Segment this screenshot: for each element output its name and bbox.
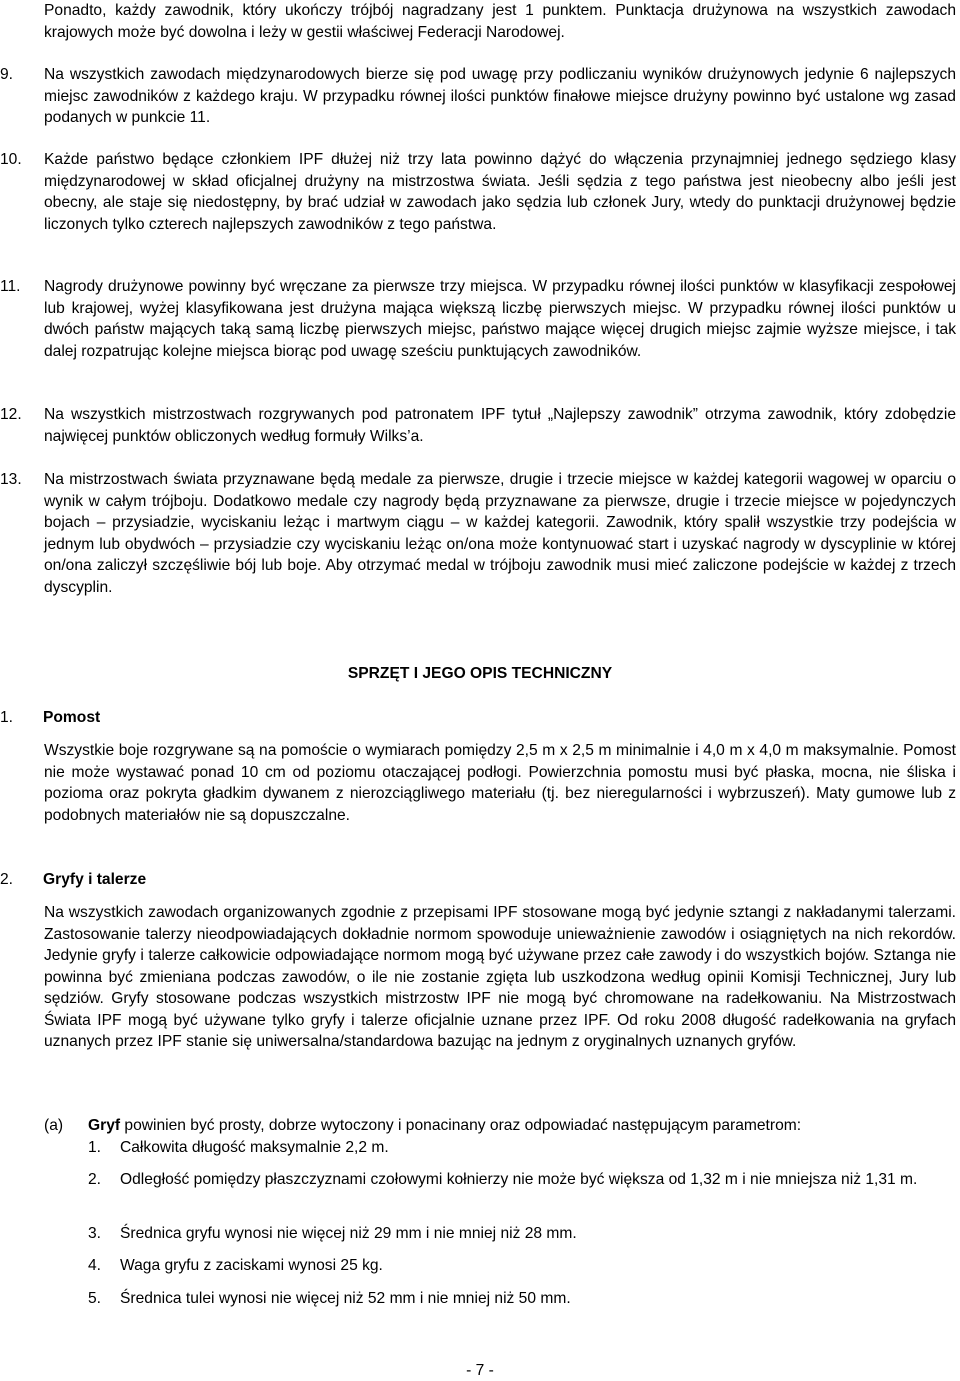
rule-number: 11. <box>0 278 21 295</box>
list-item-number: 2. <box>88 1171 102 1188</box>
section-number: 2. <box>0 871 14 888</box>
rule-number: 9. <box>0 66 14 83</box>
intro-paragraph: Ponadto, każdy zawodnik, który ukończy trójbój nagradzany jest 1 punktem. Punktacja drużynowa na wszystkich zawodach krajowych może być dowolna i leży w gestii właściwej Federacji Narodowej. <box>44 2 956 41</box>
list-item <box>88 1169 956 1191</box>
section-heading <box>0 869 146 891</box>
list-item-text: Waga gryfu z zaciskami wynosi 25 kg. <box>120 1257 383 1274</box>
section-number: 1. <box>0 709 14 726</box>
list-item <box>88 1288 956 1310</box>
list-item-number: 3. <box>88 1225 102 1242</box>
list-item-text: Odległość pomiędzy płaszczyznami czołowymi kołnierzy nie może być większa od 1,32 m i nie mniejsza niż 1,31 m. <box>120 1171 918 1188</box>
subsection-description: powinien być prosty, dobrze wytoczony i ponacinany oraz odpowiadać następującym parametrom: <box>120 1117 802 1134</box>
list-item-number: 4. <box>88 1257 102 1274</box>
rule-text: Każde państwo będące członkiem IPF dłużej niż trzy lata powinno dążyć do włączenia przynajmniej jednego sędziego klasy międzynarodowej w skład oficjalnej drużyny na mistrzostwa świata. Jeśli sędzia z tego państwa jest nieobecny albo jeśli jest obecny, ale staje się niedostępny, by brać udział w zawodach jako sędzia lub członek Jury, wtedy do punktacji drużynowej będzie liczonych tylko czterech najlepszych zawodników z tego państwa. <box>44 151 956 233</box>
section-text: Na wszystkich zawodach organizowanych zgodnie z przepisami IPF stosowane mogą być jedynie sztangi z nakładanymi talerzami. Zastosowanie talerzy nieodpowiadających dokładnie normom spowoduje unieważnienie zawodów i osiągniętych na nich rekordów. Jedynie gryfy i talerze całkowicie odpowiadające normom mogą być używane przez całe zawody i do wszystkich bojów. Sztanga nie powinna być zmieniana podczas zawodów, o ile nie zostanie zgięta lub uszkodzona według opinii Komisji Technicznej, Jury lub sędziów. Gryfy stosowane podczas wszystkich mistrzostw IPF nie mogą być chromowane na radełkowaniu. Na Mistrzostwach Świata IPF mogą być używane tylko gryfy i talerze oficjalnie uznane przez IPF. Od roku 2008 długość radełkowania na gryfach uznanych przez IPF stanie się uniwersalna/standardowa bazując na jednym z oryginalnych uznanych gryfów. <box>44 904 956 1050</box>
list-item-text: Całkowita długość maksymalnie 2,2 m. <box>120 1139 389 1156</box>
section-text: Wszystkie boje rozgrywane są na pomoście o wymiarach pomiędzy 2,5 m x 2,5 m minimalnie i 4,0 m x 4,0 m maksymalnie. Pomost nie może wystawać ponad 10 cm od poziomu otaczającej podłogi. Powierzchnia pomostu musi być płaska, mocna, nie śliska i pozioma oraz pokryta gładkim dywanem z nierozciągliwego materiału (tj. bez nieregularności i wybrzuszeń). Maty gumowe lub z podobnych materiałów nie są dopuszczalne. <box>44 742 956 824</box>
rule-text: Na mistrzostwach świata przyznawane będą medale za pierwsze, drugie i trzecie miejsce w każdej kategorii wagowej w oparciu o wynik w całym trójboju. Dodatkowo medale czy nagrody będą przyznawane za pierwsze, drugie i trzecie miejsce w pojedynczych bojach – przysiadzie, wyciskaniu leżąc i martwym ciągu – w każdej kategorii. Zawodnik, który spalił wszystkie trzy podejścia w jednym lub obydwóch – przysiadzie czy wyciskaniu leżąc on/ona może kontynuować start i uzyskać nagrody w dyscyplinie w której on/ona zaliczył szczęśliwie bój lub boje. Aby otrzymać medal w trójboju zawodnik musi mieć zaliczone podejście w każdej z trzech dyscyplin. <box>44 471 956 596</box>
subsection-term: Gryf <box>88 1117 121 1134</box>
subsection-label: (a) <box>44 1117 64 1134</box>
list-item-number: 1. <box>88 1139 102 1156</box>
rule-number: 13. <box>0 471 22 488</box>
list-item-text: Średnica tulei wynosi nie więcej niż 52 mm i nie mniej niż 50 mm. <box>120 1290 571 1307</box>
section-heading-text: Pomost <box>43 709 101 726</box>
list-item <box>88 1223 956 1245</box>
rule-number: 12. <box>0 406 22 423</box>
subsection-text <box>88 1115 956 1137</box>
page-number: - 7 - <box>466 1362 494 1379</box>
rule-text: Na wszystkich zawodach międzynarodowych bierze się pod uwagę przy podliczaniu wyników drużynowych jedynie 6 najlepszych miejsc zawodników z każdego kraju. W przypadku równej ilości punktów finałowe miejsce drużyny powinno być ustalone wg zasad podanych w punkcie 11. <box>44 66 956 126</box>
list-item-number: 5. <box>88 1290 102 1307</box>
section-title: SPRZĘT I JEGO OPIS TECHNICZNY <box>347 665 613 682</box>
rule-text: Na wszystkich mistrzostwach rozgrywanych pod patronatem IPF tytuł „Najlepszy zawodnik” otrzyma zawodnik, który zdobędzie najwięcej punktów obliczonych według formuły Wilks’a. <box>44 406 956 445</box>
list-item-text: Średnica gryfu wynosi nie więcej niż 29 mm i nie mniej niż 28 mm. <box>120 1225 577 1242</box>
rule-number: 10. <box>0 151 22 168</box>
section-heading-text: Gryfy i talerze <box>43 871 147 888</box>
section-heading <box>0 707 100 729</box>
rule-text: Nagrody drużynowe powinny być wręczane za pierwsze trzy miejsca. W przypadku równej ilości punktów w klasyfikacji zespołowej lub krajowej, wyżej klasyfikowana jest drużyna mająca większą liczbę pierwszych miejsc. W przypadku równej ilości punktów u dwóch państw mających taką samą liczbę pierwszych miejsc, państwo mające więcej drugich miejsc zajmie wyższe miejsce, i tak dalej rozpatrując kolejne miejsca biorąc pod uwagę sześciu punktujących zawodników. <box>44 278 956 360</box>
list-item <box>88 1255 956 1277</box>
list-item <box>88 1137 956 1159</box>
